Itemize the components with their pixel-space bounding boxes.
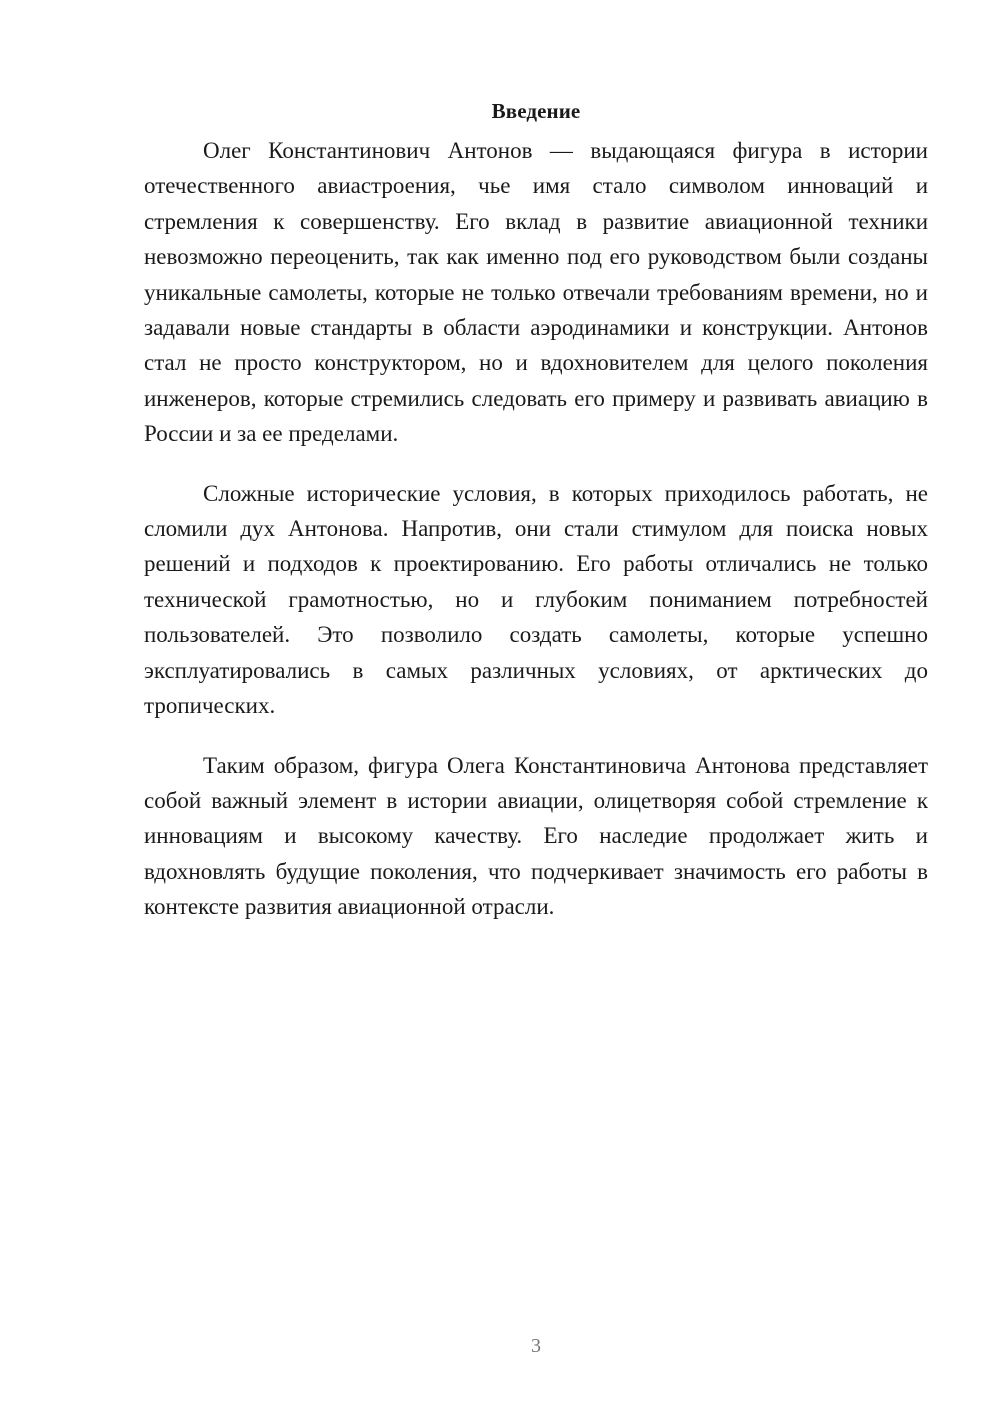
page-number: 3 xyxy=(531,1335,541,1357)
paragraph-1: Олег Константинович Антонов — выдающаяся фигура в истории отечественного авиастроения, чье имя стало символом инноваций и стремления к совершенству. Его вклад в развитие авиационной техники невозможно переоценить, так как именно под его руководством были созданы уникальные самолеты, которые не только отвечали требованиям времени, но и задавали новые стандарты в области аэродинамики и конструкции. Антонов стал не просто конструктором, но и вдохновителем для целого поколения инженеров, которые стремились следовать его примеру и развивать авиацию в России и за ее пределами. xyxy=(144,138,928,447)
page-content xyxy=(144,94,928,949)
paragraph-3: Таким образом, фигура Олега Константиновича Антонова представляет собой важный элемент в истории авиации, олицетворяя собой стремление к инновациям и высокому качеству. Его наследие продолжает жить и вдохновлять будущие поколения, что подчеркивает значимость его работы в контексте развития авиационной отрасли. xyxy=(144,752,928,920)
paragraph-2: Сложные исторические условия, в которых приходилось работать, не сломили дух Антонова. Напротив, они стали стимулом для поиска новых решений и подходов к проектированию. Его работы отличались не только технической грамотностью, но и глубоким пониманием потребностей пользователей. Это позволило создать самолеты, которые успешно эксплуатировались в самых различных условиях, от арктических до тропических. xyxy=(144,480,928,719)
section-title: Введение xyxy=(491,99,581,123)
